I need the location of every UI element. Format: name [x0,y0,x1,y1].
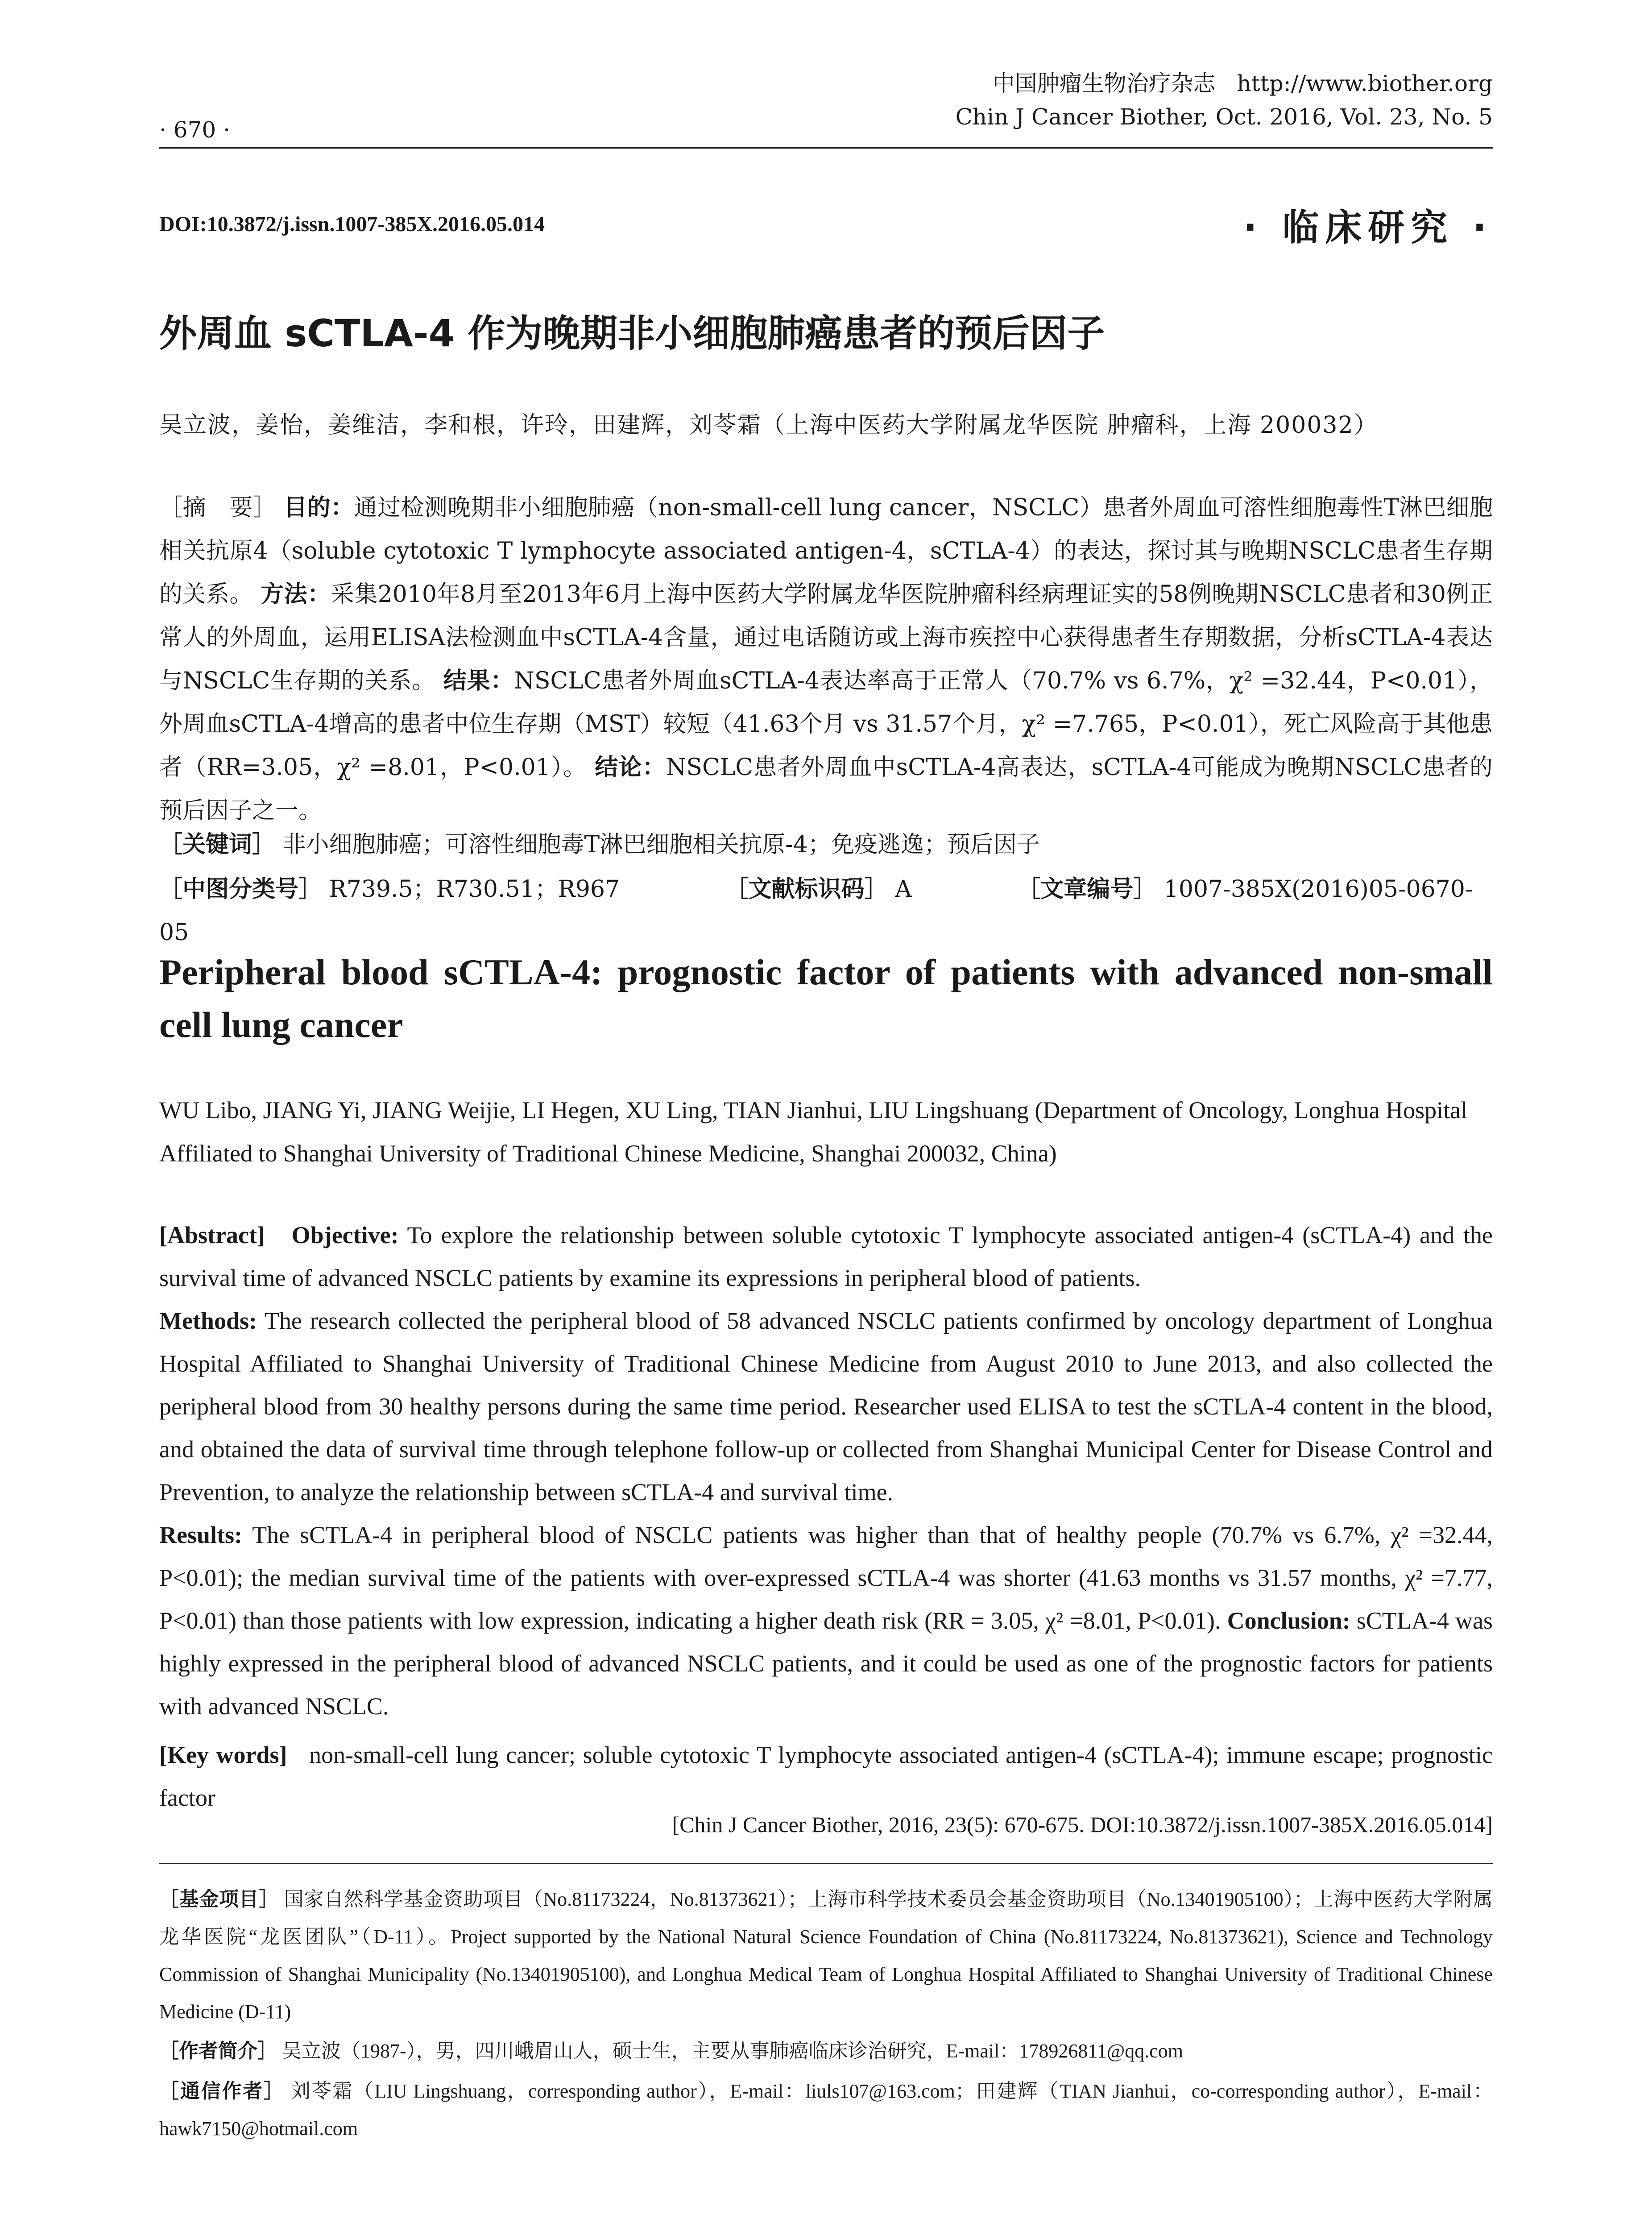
footnote-corresponding [159,2073,1493,2148]
objective-text-cn: 通过检测晚期非小细胞肺癌（non-small-cell lung cancer，NSCLC）患者外周血可溶性细胞毒性T淋巴细胞相关抗原4（soluble cytotoxic T lymphocyte associated antigen-4，sCTLA-4）的表达，探讨其与晚期NSCLC患者生存期的关系。 [159,494,1493,608]
journal-name-en: Chin J Cancer Biother, Oct. 2016, Vol. 23, No. 5 [955,104,1493,130]
journal-url[interactable]: http://www.biother.org [1237,70,1493,96]
footnote-rule [159,1863,1493,1864]
doc-code-text: A [895,876,912,903]
abstract-label-cn: ［摘 要］ [159,494,277,521]
article-title-en: Peripheral blood sCTLA-4: prognostic factor of patients with advanced non-small cell lung cancer [159,952,1493,1045]
abstract-label-en: [Abstract] [159,1222,265,1248]
page-number: · 670 · [159,117,231,143]
authors-cn: 吴立波，姜怡，姜维洁，李和根，许玲，田建辉，刘苓霜（上海中医药大学附属龙华医院 肿瘤科，上海 200032） [159,412,1378,439]
methods-label-en: Methods: [159,1307,257,1334]
methods-text-en: The research collected the peripheral blood of 58 advanced NSCLC patients confirmed by oncology department of Longhua Hospital Affiliated to Shanghai University of Traditional Chinese Medicine from August 2010 to June 2013, and also collected the peripheral blood from 30 healthy persons during the same time period. Researcher used ELISA to test the sCTLA-4 content in the blood, and obtained the data of survival time through telephone follow-up or collected from Shanghai Municipal Center for Disease Control and Prevention, to analyze the relationship between sCTLA-4 and survival time. [159,1307,1493,1505]
article-no-label: ［文章编号］ [1017,876,1157,903]
clc-text: R739.5；R730.51；R967 [329,876,620,903]
running-header [956,67,1493,134]
conclusion-label-en: Conclusion: [1227,1607,1350,1634]
citation-line: [Chin J Cancer Biother, 2016, 23(5): 670-675. DOI:10.3872/j.issn.1007-385X.2016.05.014] [672,1812,1493,1837]
abstract-cn [159,486,1493,833]
conclusion-text-en: sCTLA-4 was highly expressed in the peripheral blood of advanced NSCLC patients, and it could be used as one of the prognostic factors for patients with advanced NSCLC. [159,1607,1493,1720]
conclusion-label-cn: 结论： [595,754,666,781]
journal-name-cn: 中国肿瘤生物治疗杂志 [992,70,1216,96]
doc-code-label: ［文献标识码］ [725,876,888,903]
keywords-text-en: non-small-cell lung cancer; soluble cytotoxic T lymphocyte associated antigen-4 (sCTLA-4); immune escape; prognostic factor [159,1742,1493,1811]
header-rule [159,147,1493,149]
footnote-funding [159,1881,1493,2031]
results-label-cn: 结果： [443,668,514,694]
results-label-en: Results: [159,1522,242,1548]
doi-line: DOI:10.3872/j.issn.1007-385X.2016.05.014 [159,212,545,236]
funding-text: 国家自然科学基金资助项目（No.81173224，No.81373621）；上海市科学技术委员会基金资助项目（No.13401905100）；上海中医药大学附属龙华医院“龙医团队”（D-11）。Project supported by the National Natural Science Foundation of China (No.81173224, No.81373621), Science and Technology Commission of Shanghai Municipality (No.13401905100), and Longhua Medical Team of Longhua Hospital Affiliated to Shanghai University of Traditional Chinese Medicine (D-11) [159,1888,1493,2023]
objective-text-en: To explore the relationship between soluble cytotoxic T lymphocyte associated antigen-4 (sCTLA-4) and the survival time of advanced NSCLC patients by examine its expressions in peripheral blood of patients. [159,1222,1493,1291]
keywords-label-en: [Key words] [159,1742,287,1768]
section-tag: · 临床研究 · [1243,207,1493,249]
clc-label: ［中图分类号］ [159,876,322,903]
classification-line [159,868,1493,954]
keywords-label-cn: ［关键词］ [159,831,276,858]
funding-label: ［基金项目］ [159,1888,279,1911]
authors-en: WU Libo, JIANG Yi, JIANG Weijie, LI Hegen, XU Ling, TIAN Jianhui, LIU Lingshuang (Department of Oncology, Longhua Hospital Affiliated to Shanghai University of Traditional Chinese Medicine, Shanghai 200032, China) [159,1097,1468,1167]
methods-text-cn: 采集2010年8月至2013年6月上海中医药大学附属龙华医院肿瘤科经病理证实的58例晚期NSCLC患者和30例正常人的外周血，运用ELISA法检测血中sCTLA-4含量，通过电话随访或上海市疾控中心获得患者生存期数据，分析sCTLA-4表达与NSCLC生存期的关系。 [159,581,1493,694]
author-bio-text: 吴立波（1987-），男，四川峨眉山人，硕士生，主要从事肺癌临床诊治研究，E-mail：178926811@qq.com [282,2040,1184,2062]
keywords-en [159,1733,1493,1819]
methods-label-cn: 方法： [261,581,331,608]
corresponding-text: 刘苓霜（LIU Lingshuang，corresponding author），E-mail：liuls107@163.com；田建辉（TIAN Jianhui，co-corresponding author），E-mail：hawk7150@hotmail.com [159,2080,1493,2140]
keywords-text-cn: 非小细胞肺癌；可溶性细胞毒T淋巴细胞相关抗原-4；免疫逃逸；预后因子 [282,831,1040,858]
objective-label-en: Objective: [291,1222,399,1248]
abstract-en [159,1214,1493,1728]
results-text-cn: NSCLC患者外周血sCTLA-4表达率高于正常人（70.7% vs 6.7%，χ² =32.44，P<0.01），外周血sCTLA-4增高的患者中位生存期（MST）较短（41.63个月 vs 31.57个月，χ² =7.765，P<0.01），死亡风险高于其他患者（RR=3.05，χ² =8.01，P<0.01）。 [159,668,1493,781]
conclusion-text-cn: NSCLC患者外周血中sCTLA-4高表达，sCTLA-4可能成为晚期NSCLC患者的预后因子之一。 [159,754,1493,824]
objective-label-cn: 目的： [284,494,354,521]
article-no-text: 1007-385X(2016)05-0670-05 [159,876,1473,946]
article-title-cn: 外周血 sCTLA-4 作为晚期非小细胞肺癌患者的预后因子 [159,311,1105,355]
results-text-en: The sCTLA-4 in peripheral blood of NSCLC patients was higher than that of healthy people (70.7% vs 6.7%, χ² =32.44, P<0.01); the median survival time of the patients with over-expressed sCTLA-4 was shorter (41.63 months vs 31.57 months, χ² =7.77, P<0.01) than those patients with low expression, indicating a higher death risk (RR = 3.05, χ² =8.01, P<0.01). [159,1522,1493,1634]
corresponding-label: ［通信作者］ [159,2080,285,2102]
author-bio-label: ［作者简介］ [159,2040,277,2062]
keywords-cn [159,823,1493,867]
footnote-author-bio [159,2032,1493,2070]
